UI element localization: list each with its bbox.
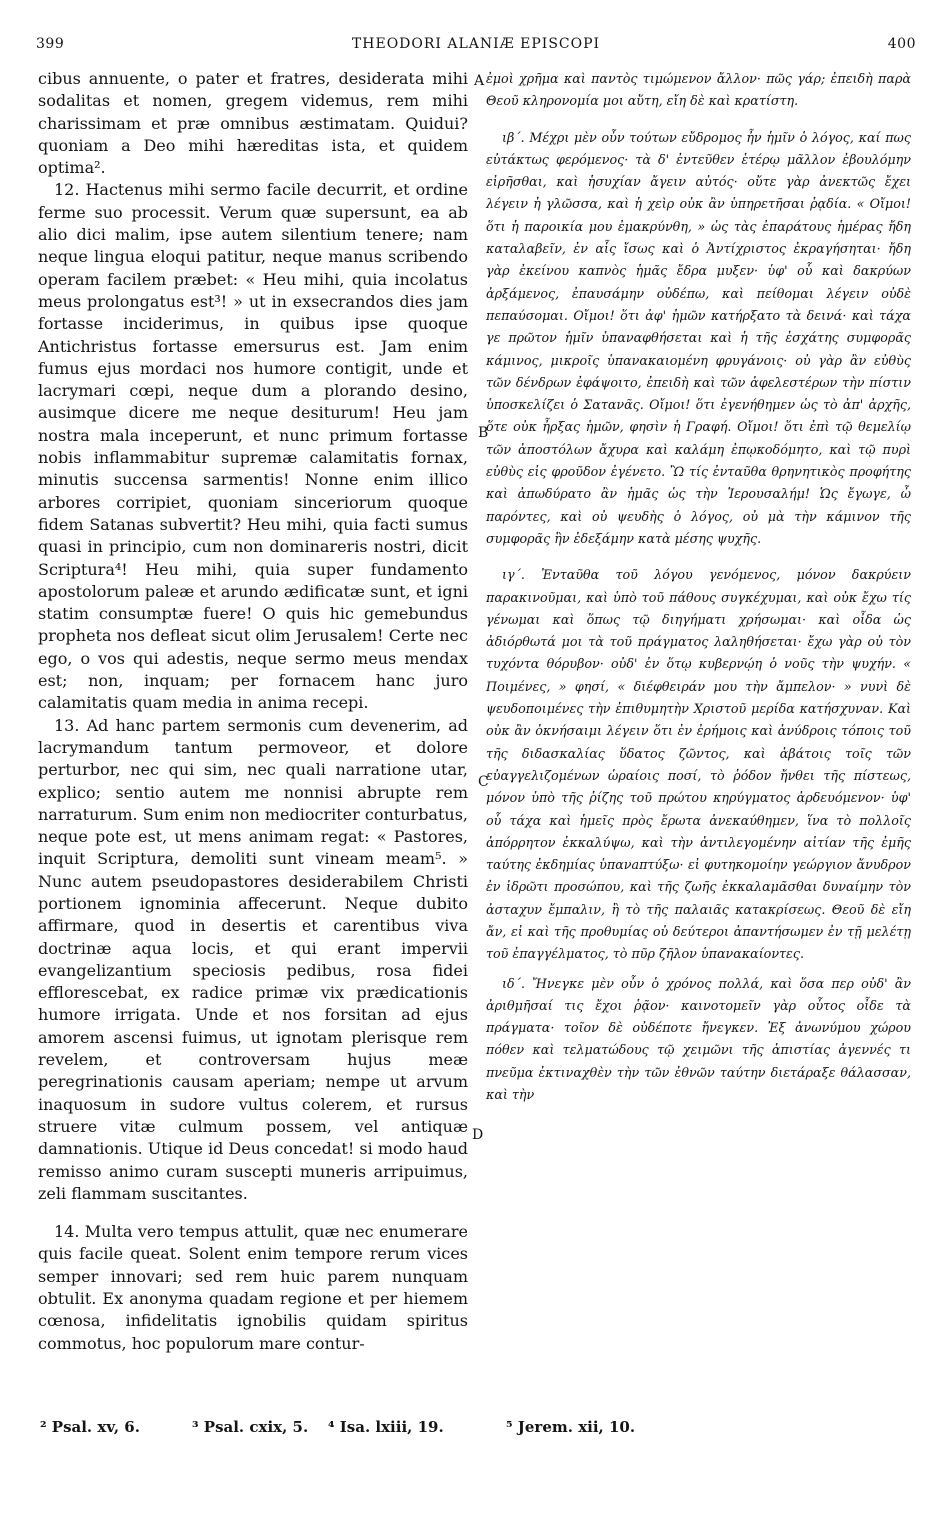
latin-paragraph-13: 13. Ad hanc partem sermonis cum devenerim, ad lacrymandum tantum permoveor, et dolore perturbor, nec qui sim, nec quali narratione utar, explico; sentio autem me nonnisi abrupte rem narraturum. Sum enim non mediocriter conturbatus, neque pote est, ut mens animam regat: « Pastores, inquit Scriptura, demoliti sunt vineam meam⁵. » Nunc autem pseudopastores desiderabilem Christi portionem ignominia affecerunt. Neque dubito affirmare, quod in desertis et carentibus viva doctrinæ aqua locis, et qui erant impervii evangelizantium speciosis pedibus, rosa fidei efflorescebat, ex radice primæ vix prædicationis humore irrigata. Unde et nos forsitan ad ejus amorem ascensi fuimus, ut ignotam plerisque rem revelem, et controversam hujus meæ peregrinationis causam aperiam; nempe ut arvum inaquosum in sudore vultus colerem, et rursus struere vitæ culmum possem, vel antiquæ damnationis. Utique id Deus concedat! si modo haud remisso animo curam suscepti muneris arripuimus, zeli flammam suscitantes. bbox=[38, 715, 468, 1203]
greek-paragraph-14: ιδ΄. Ἤνεγκε μὲν οὖν ὁ χρόνος πολλά, καὶ ὅσα περ οὐδ' ἂν ἀριθμῆσαί τις ἔχοι ῥᾷον· καινοτομεῖν γὰρ οὗτος οἶδε τὰ πράγματα· τοῖον δὲ οὐδέποτε ἤνεγκεν. Ἐξ ἀνωνύμου χώρου πόθεν καὶ τελματώδους τῷ χειμῶνι τῆς ἀπιστίας ἀγεννές τι πνεῦμα ἐκτιναχθὲν τὴν τῶν ἐθνῶν ταύτην διετάραξε θάλασσαν, καὶ τὴν bbox=[486, 975, 911, 1103]
latin-paragraph-12: 12. Hactenus mihi sermo facile decurrit, et ordine ferme suo processit. Verum quæ supersunt, ea ab alio dici malim, ipse autem silentium tenere; nam neque lingua eloqui patitur, neque manus scribendo operam facilem præbet: « Heu mihi, quia incolatus meus prolongatus est³! » ut in exsecrandos dies jam fortasse inciderimus, in quibus ipse quoque Antichristus fortasse emersurus est. Jam enim fumus ejus mordaci nos humore contigit, unde et lacrymari cœpi, neque dum a plorando desino, ausimque dicere me neque desiturum! Heu jam nostra mala inceperunt, et nunc primum fortasse nobis inflammabitur supremæ calamitatis fornax, minutis succensa sarmentis! Nonne enim illico arbores corripiet, quoniam sinceriorum quoque fidem Satanas subvertit? Heu mihi, quia facti sumus quasi in principio, cum non dominareris nostri, dicit Scriptura⁴! Heu mihi, quia super fundamento apostolorum paleæ et arundo ædificatæ sunt, et igni statim consumptæ fuere! O quis hic gemebundus propheta nos defleat sicut olim Jerusalem! Certe nec ego, o vos qui adestis, neque sermo meus mendax est; non, inquam; per fornacem hanc juro calamitatis quam media in anima recepi. bbox=[38, 180, 468, 713]
footnote-2: ² Psal. xv, 6. bbox=[40, 1418, 140, 1436]
margin-letter-c: C bbox=[478, 774, 489, 790]
margin-letter-d: D bbox=[472, 1127, 484, 1143]
page-number-left: 399 bbox=[36, 36, 65, 52]
page-number-right: 400 bbox=[887, 36, 916, 52]
footnote-4: ⁴ Isa. lxiii, 19. bbox=[328, 1418, 444, 1436]
greek-column bbox=[486, 68, 911, 1106]
margin-letter-a: A bbox=[474, 73, 485, 89]
greek-paragraph-11-end: ἐμοὶ χρῆμα καὶ παντὸς τιμώμενον ἄλλον· πῶς γάρ; ἐπειδὴ παρὰ Θεοῦ κληρονομία μοι αὕτη, εἴη δὲ καὶ κρατίστη. bbox=[486, 71, 911, 109]
latin-paragraph-14: 14. Multa vero tempus attulit, quæ nec enumerare quis facile queat. Solent enim tempore rerum vices semper innovari; sed rem huic parem nunquam obtulit. Ex anonyma quadam regione et per hiemem cœnosa, infidelitatis ignobilis quidam spiritus commotus, hoc populorum mare contur- bbox=[38, 1222, 468, 1353]
running-header bbox=[36, 36, 916, 56]
greek-paragraph-13: ιγ΄. Ἐνταῦθα τοῦ λόγου γενόμενος, μόνον δακρύειν παρακινοῦμαι, καὶ ὑπὸ τοῦ πάθους συγκέχυμαι, καὶ οὐκ ἔχω τίς γένωμαι καὶ ὅπως τῷ διηγήματι χρήσωμαι· καὶ οἶδα ὡς ἀδιόρθωτά μοι τὰ τοῦ πράγματος λαληθήσεται· ἔχω γὰρ οὐ τὸν τυχόντα θόρυβον· οὐδ' ἐν ὅτῳ κυβερνῴη ὁ νοῦς τὴν ψυχήν. « Ποιμένες, » φησί, « διέφθειράν μου τὴν ἄμπελον· » νυνὶ δὲ ψευδοποιμένες τὴν ἐπιθυμητὴν Χριστοῦ μερίδα κατήσχυναν. Καὶ οὐκ ἂν ὀκνήσαιμι λέγειν ὅτι ἐν ἐρήμοις καὶ ἀνύδροις τόποις τοῦ τῆς διδασκαλίας ὕδατος ζῶντος, καὶ ἀβάτοις τοῖς τῶν εὐαγγελιζομένων ὡραίοις ποσί, τὸ ῥόδον ἤνθει τῆς πίστεως, μόνον ὑπὸ τῆς ῥίζης τοῦ πρώτου κηρύγματος ἀρδευόμενον· ὑφ' οὗ τάχα καὶ ἡμεῖς πρὸς ἔρωτα ἀνεκαύθημεν, ἵνα τὸ πολλοῖς ἀπόρρητον ἐκκαλύψω, καὶ τὴν ἀντιλεγομένην αἰτίαν τῆς ἐμῆς ταύτης ἐκδημίας ὑπανaπτύξω· εἰ φυτηκομοίην γεώργιον ἄνυδρον ἐν ἱδρῶτι προσώπου, καὶ τῆς ζωῆς ἐκκαλαμᾶσθαι δυναίμην τὸν ἀσταχυν ἔμπαλιν, ἢ τὸ τῆς παλαιᾶς κατακρίσεως. Θεοῦ δὲ εἴη ἄν, εἰ καὶ τῆς προθυμίας οὐ δεύτεροι ἀπαντήσωμεν ἐν τῇ μελέτῃ τοῦ ἐπαγγέλματος, τὸ πῦρ ζῆλον ὑπανακαίοντες. bbox=[486, 567, 911, 962]
running-title: THEODORI ALANIÆ EPISCOPI bbox=[351, 36, 601, 52]
latin-paragraph-11-end: cibus annuente, o pater et fratres, desiderata mihi sodalitas et nomen, gregem videmus, rem mihi charissimam et præ omnibus æstimatam. Quidui? quoniam a Deo mihi hæreditas ista, et quidem optima². bbox=[38, 69, 468, 178]
latin-column bbox=[38, 68, 468, 1355]
footnote-5: ⁵ Jerem. xii, 10. bbox=[506, 1418, 636, 1436]
greek-paragraph-12: ιβ΄. Μέχρι μὲν οὖν τούτων εὔδρομος ἦν ἡμῖν ὁ λόγος, καί πως εὐτάκτως φερόμενος· τὰ δ' ἐντεῦθεν ἑτέρῳ μᾶλλον ἐβουλόμην εἰρῆσθαι, καὶ ἡσυχίαν ἄγειν αὐτός· οὔτε γὰρ ἀνεκτῶς ἔχει λέγειν ἡ γλῶσσα, καὶ ἡ χεὶρ οὐκ ἂν ὑπηρετῆσαι ῥᾳδία. « Οἴμοι! ὅτι ἡ παροικία μου ἐμακρύνθη, » ὡς τὰς ἐπαράτους ἡμέρας ἤδη καταλαβεῖν, ἐν αἷς ἴσως καὶ ὁ Ἀντίχριστος ἐκραγήσηται· ἤδη γὰρ ἐκείνου καπνὸς ἡμᾶς ἔδρα μυξεν· ὑφ' οὗ καὶ δακρύων ἀρξάμενος, ἐπαυσάμην οὐδέπω, καὶ πείθομαι λέγειν οὐδὲ πεπαύσομαι. Οἴμοι! ὅτι ἀφ' ἡμῶν κατήρξατο τὰ δεινά· καὶ τάχα γε πρῶτον ἡμῖν ὑπαναφθήσεται καὶ ἡ τῆς ἐσχάτης συμφορᾶς κάμινος, μικροῖς ὑπανακαιομένη φρυγάνοις· οὐ γὰρ ἂν εὐθὺς τῶν δένδρων ἐφάψοιτο, ἐπειδὴ καὶ τῶν ἀφελεστέρων τὴν πίστιν ὑποσκελίζει ὁ Σατανᾶς. Οἴμοι! ὅτι ἐγενήθημεν ὡς τὸ ἀπ' ἀρχῆς, ὅτε οὐκ ἦρξας ἡμῶν, φησὶν ἡ Γραφή. Οἴμοι! ὅτι ἐπὶ τῷ θεμελίῳ τῶν ἀποστόλων ἄχυρα καὶ καλάμη ἐπῳκοδόμητο, καὶ τῷ πυρὶ εὐθὺς εἰς φροῦδον ἐγένετο. Ὢ τίς ἐνταῦθα θρηνητικὸς προφήτης καὶ ἀπωδύρατο ἂν ἡμᾶς ὡς τὴν Ἱερουσαλήμ! Ὡς ἔγωγε, ὦ παρόντες, καὶ οὐ ψευδὴς ὁ λόγος, οὐ μὰ τὴν κάμινον τῆς συμφορᾶς ἣν ἐδεξάμην κατὰ μέσης ψυχῆς. bbox=[486, 129, 911, 546]
margin-letter-b: B bbox=[478, 425, 489, 441]
footnote-3: ³ Psal. cxix, 5. bbox=[192, 1418, 309, 1436]
